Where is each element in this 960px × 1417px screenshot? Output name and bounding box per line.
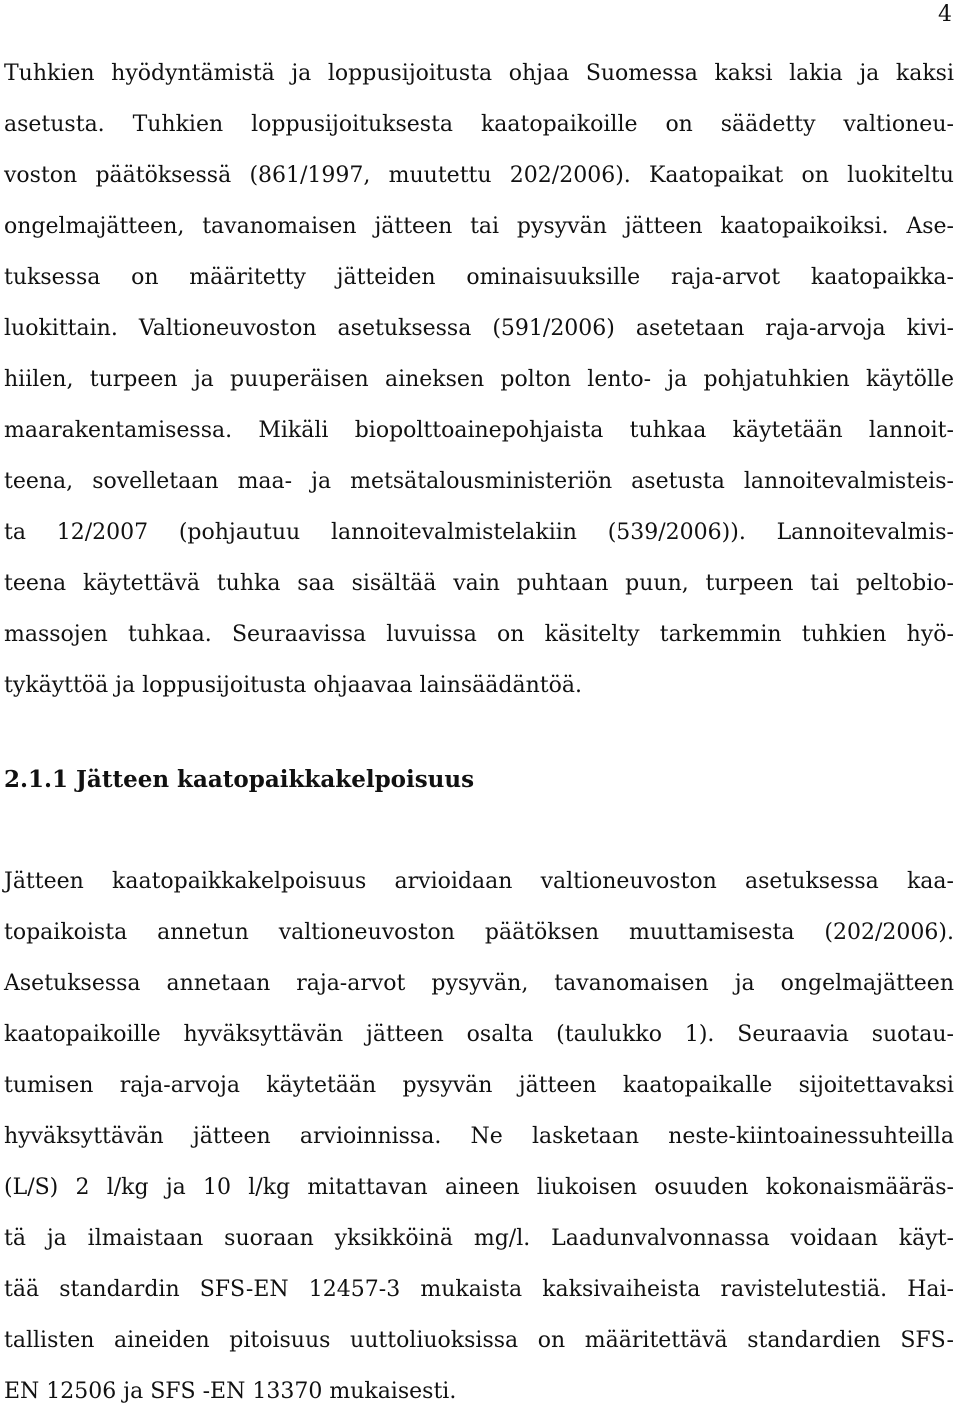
- intro-paragraph: [4, 48, 954, 711]
- word: ja: [859, 61, 880, 86]
- word: tavanomaisen: [202, 214, 357, 239]
- word: 12457-3: [308, 1277, 401, 1302]
- word: aineksen: [384, 367, 485, 392]
- word: pohjatuhkien: [703, 367, 850, 392]
- word: (taulukko: [556, 1022, 662, 1047]
- word: ja: [165, 1175, 186, 1200]
- word: l/kg: [248, 1175, 291, 1200]
- word: puuperäisen: [230, 367, 369, 392]
- word: muutettu: [388, 163, 492, 188]
- word: ongelmajätteen,: [4, 214, 185, 239]
- word: voston: [4, 163, 78, 188]
- text-line: [4, 1213, 954, 1264]
- word: jätteen: [192, 1124, 271, 1149]
- word: käytetään: [732, 418, 843, 443]
- text-line: [4, 1264, 954, 1315]
- word: sijoitettavaksi: [798, 1073, 954, 1098]
- text-line: [4, 609, 954, 660]
- word: 10: [203, 1175, 232, 1200]
- word: luvuissa: [386, 622, 477, 647]
- word: 12/2007: [56, 520, 149, 545]
- text-line: [4, 558, 954, 609]
- word: valtioneuvoston: [540, 869, 717, 894]
- section-paragraph: [4, 856, 954, 1417]
- word: turpeen: [705, 571, 794, 596]
- word: käytölle: [865, 367, 954, 392]
- word: SFS-EN: [199, 1277, 289, 1302]
- word: on: [537, 1328, 566, 1353]
- word: valtioneuvoston: [278, 920, 455, 945]
- word: tai: [810, 571, 840, 596]
- word: sovelletaan: [92, 469, 219, 494]
- word: tavanomaisen: [554, 971, 709, 996]
- text-line-last: EN 12506 ja SFS -EN 13370 mukaisesti.: [4, 1379, 457, 1404]
- word: Laadunvalvonnassa: [551, 1226, 770, 1251]
- word: lannoit-: [868, 418, 954, 443]
- word: mg/l.: [473, 1226, 531, 1251]
- word: ja: [667, 367, 688, 392]
- word: raja-arvot: [670, 265, 781, 290]
- word: tuhkaa.: [128, 622, 212, 647]
- word: raja-arvot: [296, 971, 406, 996]
- word: aineen: [444, 1175, 520, 1200]
- word: käytettävä: [82, 571, 201, 596]
- word: on: [131, 265, 159, 290]
- word: ja: [734, 971, 755, 996]
- word: lento-: [587, 367, 652, 392]
- text-line: [4, 507, 954, 558]
- text-line: [4, 252, 954, 303]
- word: saa: [297, 571, 335, 596]
- word: maa-: [237, 469, 293, 494]
- word: tallisten: [4, 1328, 95, 1353]
- text-line: [4, 354, 954, 405]
- text-line: [4, 405, 954, 456]
- word: määritettävä: [584, 1328, 728, 1353]
- word: Jätteen: [4, 869, 84, 894]
- word: l/kg: [106, 1175, 149, 1200]
- text-line: [4, 907, 954, 958]
- text-line: [4, 1009, 954, 1060]
- word: Suomessa: [585, 61, 698, 86]
- word: jätteen: [374, 214, 453, 239]
- word: voidaan: [790, 1226, 878, 1251]
- word: biopolttoainepohjaista: [354, 418, 604, 443]
- word: Valtioneuvoston: [138, 316, 317, 341]
- word: arvioidaan: [394, 869, 513, 894]
- word: päätöksen: [484, 920, 600, 945]
- word: osalta: [466, 1022, 534, 1047]
- word: asetusta.: [4, 112, 105, 137]
- word: hyö-: [906, 622, 954, 647]
- word: käsitelty: [544, 622, 640, 647]
- word: Hai-: [907, 1277, 954, 1302]
- word: (202/2006).: [824, 920, 954, 945]
- word: lakia: [789, 61, 843, 86]
- word: annetaan: [166, 971, 271, 996]
- word: asetetaan: [635, 316, 745, 341]
- word: teena: [4, 571, 67, 596]
- word: (861/1997,: [249, 163, 371, 188]
- word: metsätalousministeriön: [350, 469, 613, 494]
- text-line: [4, 150, 954, 201]
- word: tarkemmin: [659, 622, 782, 647]
- text-line: [4, 456, 954, 507]
- word: muuttamisesta: [629, 920, 795, 945]
- word: ja: [291, 61, 312, 86]
- word: kaatopaikoille: [4, 1022, 161, 1047]
- word: sisältää: [351, 571, 437, 596]
- word: valtioneu-: [843, 112, 954, 137]
- word: mitattavan: [307, 1175, 428, 1200]
- word: tuhkaa: [629, 418, 707, 443]
- word: on: [665, 112, 693, 137]
- word: osuuden: [654, 1175, 749, 1200]
- word: puhtaan: [516, 571, 609, 596]
- word: Lannoitevalmis-: [776, 520, 954, 545]
- word: peltobio-: [855, 571, 954, 596]
- word: kivi-: [906, 316, 954, 341]
- word: standardin: [59, 1277, 180, 1302]
- word: tuksessa: [4, 265, 101, 290]
- word: asetuksessa: [337, 316, 472, 341]
- text-line: [4, 99, 954, 150]
- word: maarakentamisessa.: [4, 418, 233, 443]
- word: on: [801, 163, 829, 188]
- word: kaksi: [895, 61, 954, 86]
- word: ja: [193, 367, 214, 392]
- word: tää: [4, 1277, 40, 1302]
- word: ja: [311, 469, 332, 494]
- word: ilmaistaan: [87, 1226, 204, 1251]
- word: polton: [500, 367, 572, 392]
- word: liukoisen: [536, 1175, 638, 1200]
- word: kaatopaikoille: [480, 112, 638, 137]
- word: hiilen,: [4, 367, 74, 392]
- word: 2: [75, 1175, 90, 1200]
- word: ravistelutestiä.: [720, 1277, 888, 1302]
- word: asetuksessa: [745, 869, 879, 894]
- word: turpeen: [89, 367, 178, 392]
- word: Tuhkien: [132, 112, 224, 137]
- word: ominaisuuksille: [466, 265, 641, 290]
- word: arvioinnissa.: [299, 1124, 442, 1149]
- word: kaatopaikoiksi.: [720, 214, 889, 239]
- word: määritetty: [189, 265, 306, 290]
- word: Kaatopaikat: [649, 163, 784, 188]
- word: hyödyntämistä: [111, 61, 275, 86]
- word: suoraan: [224, 1226, 314, 1251]
- word: luokiteltu: [847, 163, 954, 188]
- word: Tuhkien: [4, 61, 95, 86]
- word: tuhka: [216, 571, 281, 596]
- text-line: [4, 48, 954, 99]
- word: ja: [46, 1226, 67, 1251]
- word: mukaista: [420, 1277, 523, 1302]
- word: (L/S): [4, 1175, 59, 1200]
- word: (539/2006)).: [607, 520, 746, 545]
- word: tumisen: [4, 1073, 94, 1098]
- word: ohjaa: [508, 61, 570, 86]
- word: SFS-: [900, 1328, 954, 1353]
- word: neste-kiintoainessuhteilla: [668, 1124, 954, 1149]
- word: aineiden: [114, 1328, 210, 1353]
- word: kaatopaikalle: [622, 1073, 773, 1098]
- text-line: [4, 1315, 954, 1366]
- word: teena,: [4, 469, 74, 494]
- word: pysyvän,: [431, 971, 529, 996]
- word: hyväksyttävän: [183, 1022, 344, 1047]
- word: jätteiden: [336, 265, 436, 290]
- word: (591/2006): [492, 316, 615, 341]
- text-line: [4, 303, 954, 354]
- word: käytetään: [266, 1073, 377, 1098]
- word: lannoitevalmistelakiin: [330, 520, 577, 545]
- word: yksikköinä: [334, 1226, 453, 1251]
- word: tuhkien: [801, 622, 887, 647]
- word: (pohjautuu: [178, 520, 301, 545]
- word: annetun: [157, 920, 249, 945]
- word: ongelmajätteen: [780, 971, 954, 996]
- word: massojen: [4, 622, 108, 647]
- section-heading: 2.1.1 Jätteen kaatopaikkakelpoisuus: [4, 766, 475, 793]
- word: tai: [470, 214, 500, 239]
- word: loppusijoituksesta: [251, 112, 454, 137]
- word: Mikäli: [258, 418, 329, 443]
- word: säädetty: [720, 112, 816, 137]
- word: tä: [4, 1226, 26, 1251]
- text-line: [4, 1060, 954, 1111]
- word: 1).: [684, 1022, 715, 1047]
- word: päätöksessä: [95, 163, 232, 188]
- word: pitoisuus: [229, 1328, 331, 1353]
- word: Ne: [470, 1124, 503, 1149]
- word: standardien: [747, 1328, 881, 1353]
- word: hyväksyttävän: [4, 1124, 164, 1149]
- word: uuttoliuoksissa: [350, 1328, 519, 1353]
- word: loppusijoitusta: [327, 61, 493, 86]
- text-line: [4, 958, 954, 1009]
- word: pysyvän: [516, 214, 607, 239]
- word: jätteen: [518, 1073, 597, 1098]
- word: suotau-: [871, 1022, 954, 1047]
- word: on: [497, 622, 525, 647]
- word: käyt-: [898, 1226, 954, 1251]
- word: kaatopaikka-: [810, 265, 954, 290]
- word: puun,: [625, 571, 689, 596]
- word: topaikoista: [4, 920, 128, 945]
- text-line: [4, 856, 954, 907]
- word: kaksi: [714, 61, 773, 86]
- word: kaatopaikkakelpoisuus: [112, 869, 367, 894]
- word: kokonaismääräs-: [765, 1175, 954, 1200]
- word: raja-arvoja: [765, 316, 886, 341]
- text-line: [4, 201, 954, 252]
- word: pysyvän: [402, 1073, 493, 1098]
- word: asetusta: [631, 469, 725, 494]
- word: Seuraavia: [737, 1022, 849, 1047]
- text-line-last: tykäyttöä ja loppusijoitusta ohjaavaa lainsäädäntöä.: [4, 673, 582, 698]
- word: kaa-: [906, 869, 954, 894]
- word: lannoitevalmisteis-: [743, 469, 954, 494]
- word: Seuraavissa: [231, 622, 367, 647]
- word: luokittain.: [4, 316, 118, 341]
- word: jätteen: [624, 214, 703, 239]
- word: Ase-: [906, 214, 954, 239]
- word: jätteen: [366, 1022, 444, 1047]
- text-line: [4, 1162, 954, 1213]
- word: vain: [453, 571, 500, 596]
- word: lasketaan: [531, 1124, 640, 1149]
- word: ta: [4, 520, 26, 545]
- text-line: [4, 1111, 954, 1162]
- page-number: 4: [938, 2, 952, 27]
- word: 202/2006).: [509, 163, 631, 188]
- word: raja-arvoja: [119, 1073, 240, 1098]
- word: Asetuksessa: [4, 971, 141, 996]
- word: kaksivaiheista: [542, 1277, 701, 1302]
